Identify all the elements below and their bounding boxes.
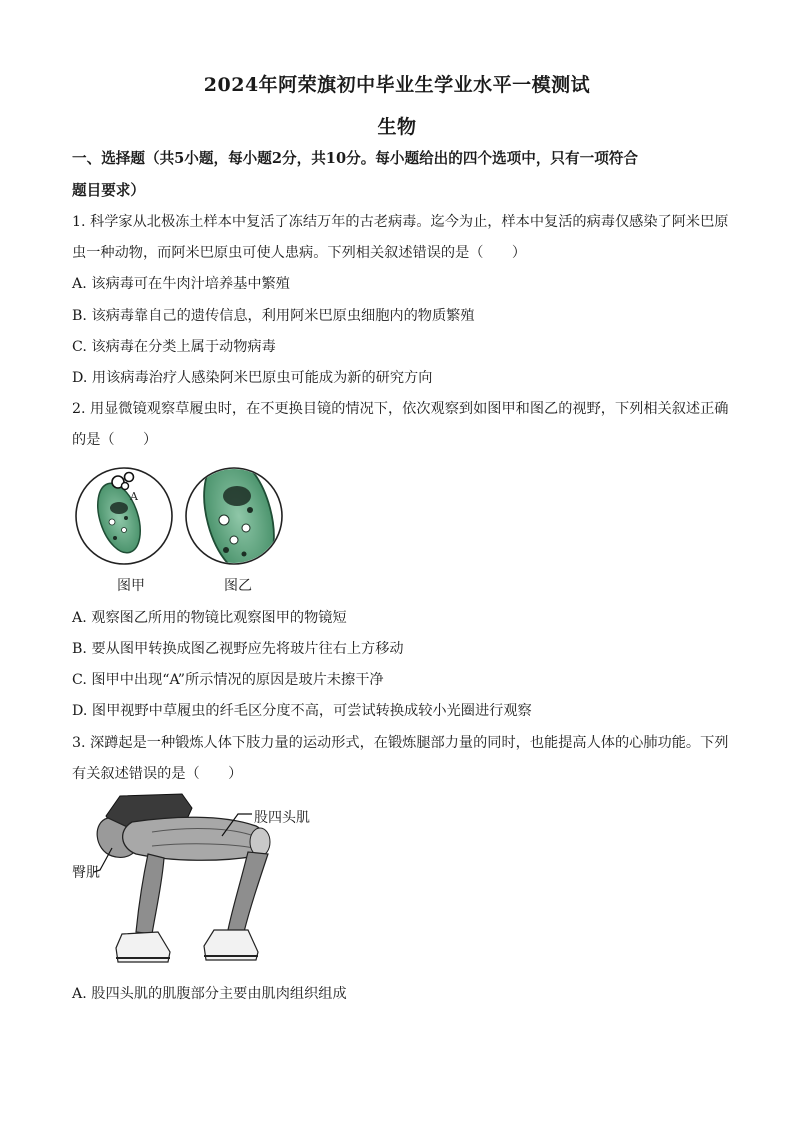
q1-option-a: A. 该病毒可在牛肉汁培养基中繁殖 [72, 276, 290, 292]
figure-caption-jia: 图甲 [117, 578, 145, 594]
q2-option-a: A. 观察图乙所用的物镜比观察图甲的物镜短 [72, 610, 347, 626]
view-jia-icon [76, 468, 172, 564]
q2-stem-line2: 的是（ ） [72, 432, 158, 448]
q2-option-d: D. 图甲视野中草履虫的纤毛区分度不高，可尝试转换成较小光圈进行观察 [72, 703, 532, 719]
section-heading-line2: 题目要求） [72, 182, 145, 199]
q3-option-a: A. 股四头肌的肌腹部分主要由肌肉组织组成 [72, 986, 347, 1002]
q2-option-c: C. 图甲中出现“A”所示情况的原因是玻片未擦干净 [72, 672, 384, 688]
q1-option-d: D. 用该病毒治疗人感染阿米巴原虫可能成为新的研究方向 [72, 370, 433, 386]
figure-caption-yi: 图乙 [224, 578, 252, 594]
q3-stem-line1: 3. 深蹲起是一种锻炼人体下肢力量的运动形式，在锻炼腿部力量的同时，也能提高人体的心肺功能。下列 [72, 735, 729, 751]
paramecium-figure [74, 462, 286, 574]
exam-title: 2024年阿荣旗初中毕业生学业水平一模测试 [203, 74, 591, 96]
q1-option-b: B. 该病毒靠自己的遗传信息，利用阿米巴原虫细胞内的物质繁殖 [72, 308, 475, 324]
q2-option-b: B. 要从图甲转换成图乙视野应先将玻片往右上方移动 [72, 641, 404, 657]
label-gluteus: 臀肌 [72, 865, 100, 881]
subject-title: 生物 [377, 116, 417, 138]
q1-stem-line2: 虫一种动物，而阿米巴原虫可使人患病。下列相关叙述错误的是（ ） [72, 245, 527, 261]
q2-stem-line1: 2. 用显微镜观察草履虫时，在不更换目镜的情况下，依次观察到如图甲和图乙的视野，下列相关叙述正确 [72, 401, 729, 417]
section-heading-line1: 一、选择题（共5小题，每小题2分，共10分。每小题给出的四个选项中，只有一项符合 [72, 150, 638, 167]
label-quadriceps: 股四头肌 [254, 810, 310, 826]
q1-option-c: C. 该病毒在分类上属于动物病毒 [72, 339, 276, 355]
figure-label-a: A [130, 490, 138, 503]
q1-stem-line1: 1. 科学家从北极冻土样本中复活了冻结万年的古老病毒。迄今为止，样本中复活的病毒仅感染了阿米巴原 [72, 214, 729, 230]
q3-stem-line2: 有关叙述错误的是（ ） [72, 766, 243, 782]
view-yi-icon [186, 462, 286, 574]
